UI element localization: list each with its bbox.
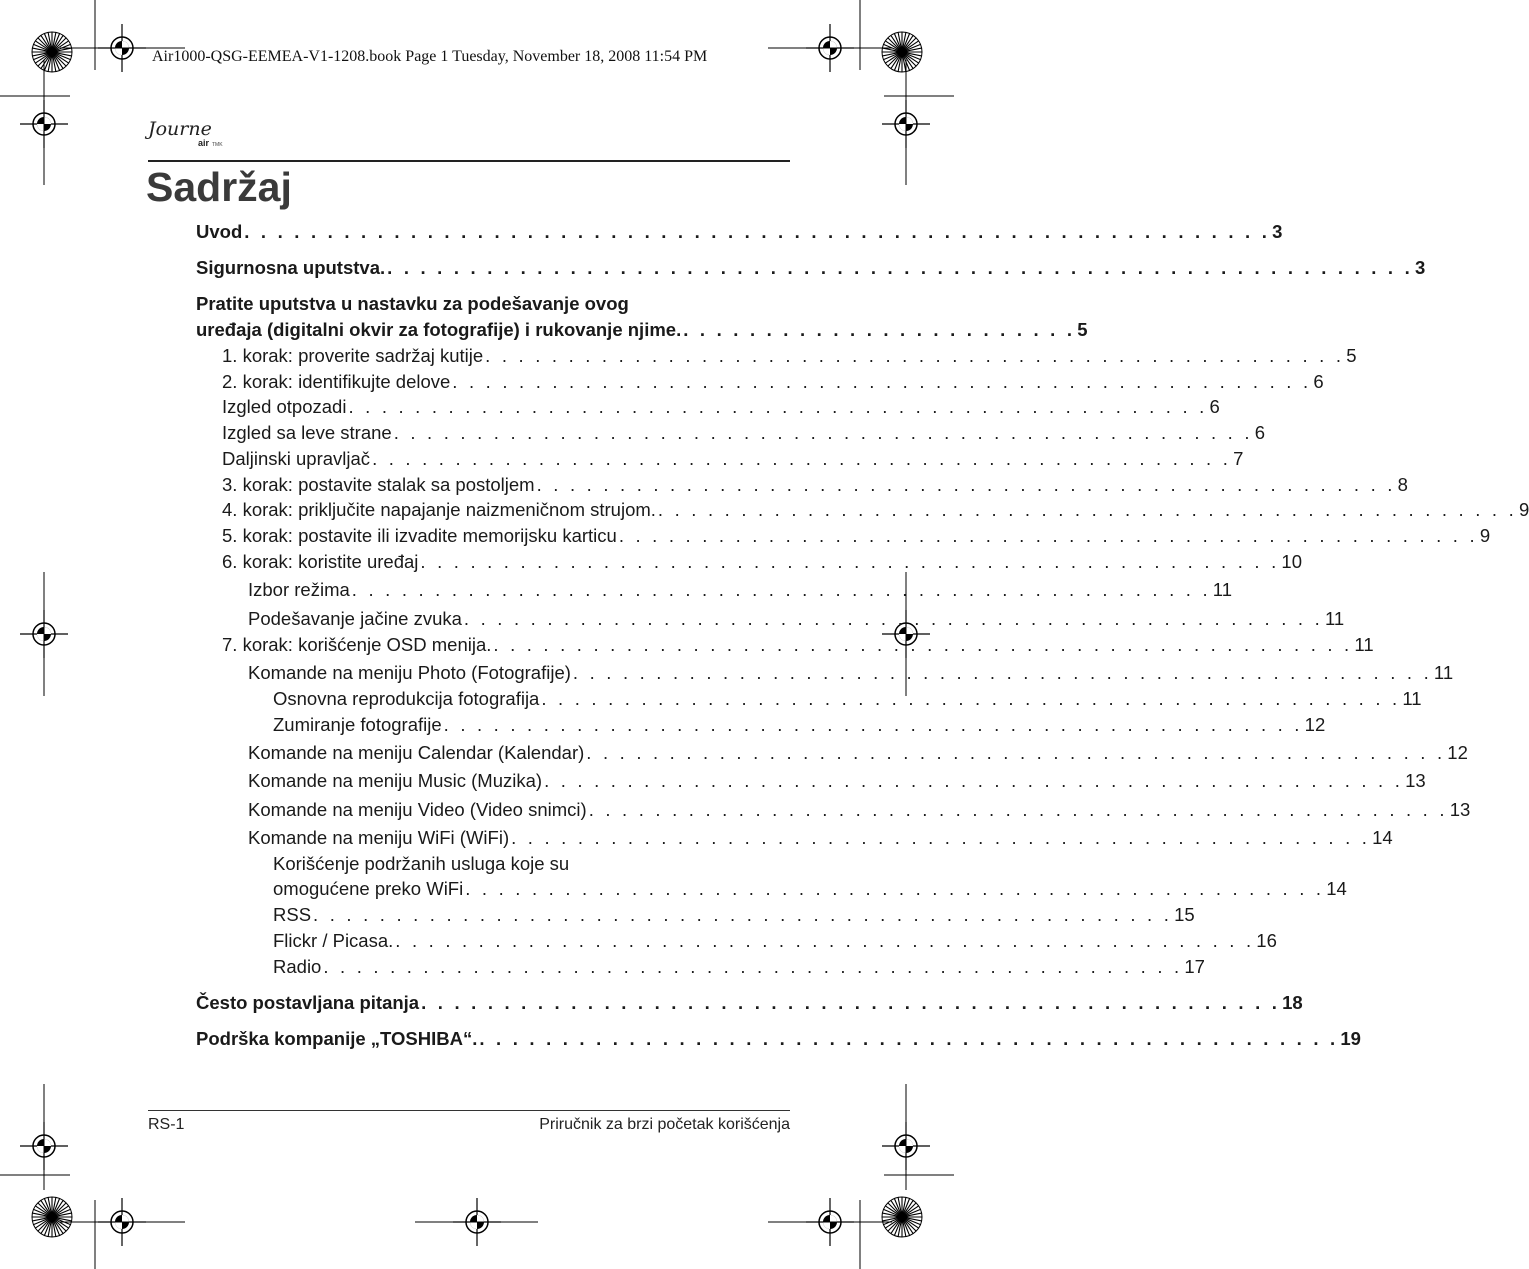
- toc-entry[interactable]: [222, 524, 1491, 548]
- logo-trademark: TMK: [212, 142, 223, 148]
- toc-entry-title: 3. korak: postavite stalak sa postoljem: [222, 474, 535, 495]
- dot-leader: . . . . . . . . . . . . . . . . . . . . . . . . . . . . . . . . . . . . . . . . . . . . . . . . . . . .: [493, 634, 1353, 655]
- header-rule: [148, 160, 790, 162]
- toc-entry-title: 6. korak: koristite uređaj: [222, 551, 419, 572]
- toc-entry[interactable]: [222, 550, 1302, 574]
- toc-entry[interactable]: [273, 687, 1422, 711]
- dot-leader: . . . . . . . . . . . . . . . . . . . . . . . . . . . . . . . . . . . . . . . . . . . . . . . . . . . .: [541, 688, 1401, 709]
- toc-page-number: 12: [1447, 742, 1468, 763]
- toc-page-number: 13: [1449, 799, 1471, 820]
- toc-entry[interactable]: [196, 318, 1088, 342]
- toc-entry-title: 5. korak: postavite ili izvadite memorijsku karticu: [222, 525, 617, 546]
- toc-entry-title: Podrška kompanije „TOSHIBA“.: [196, 1028, 478, 1049]
- toc-entry[interactable]: [248, 769, 1426, 793]
- dot-leader: . . . . . . . . . . . . . . . . . . . . . . . . . . . . . . . . . . . . . . . . . . . . . . . . . . . .: [572, 662, 1432, 683]
- toc-entry-title: 4. korak: priključite napajanje naizmeničnom strujom.: [222, 499, 656, 520]
- toc-page-number: 11: [1212, 579, 1233, 600]
- dot-leader: . . . . . . . . . . . . . . . . . . . . . . . . . . . . . . . . . . . . . . . . . . . . . . . . . . . .: [511, 827, 1371, 848]
- toc-entry-title: Komande na meniju WiFi (WiFi): [248, 827, 510, 848]
- footer-title: Priručnik za brzi početak korišćenja: [539, 1116, 790, 1133]
- toc-entry-title: omogućene preko WiFi: [273, 878, 464, 899]
- toc-entry-title: Izgled otpozadi: [222, 396, 347, 417]
- toc-page-number: 13: [1405, 770, 1426, 791]
- toc-entry-title: Osnovna reprodukcija fotografija: [273, 688, 540, 709]
- dot-leader: . . . . . . . . . . . . . . . . . . . . . . . . . . . . . . . . . . . . . . . . . . . . . . . . . . . .: [421, 992, 1281, 1013]
- toc-entry-title: Često postavljana pitanja: [196, 992, 420, 1013]
- dot-leader: . . . . . . . . . . . . . . . . . . . . . . . . . . . . . . . . . . . . . . . . . . . . . . . . . . . .: [313, 904, 1173, 925]
- toc-entry[interactable]: [273, 903, 1195, 927]
- dot-leader: . . . . . . . . . . . . . . . . . . . . . . . . . . . . . . . . . . . . . . . . . . . . . . . . . . . .: [348, 396, 1208, 417]
- dot-leader: . . . . . . . . . . . . . . . . . . . . . . . . . . . . . . . . . . . . . . . . . . . . . . . . . . . .: [588, 799, 1448, 820]
- dot-leader: . . . . . . . . . . . . . . . . . . . . . . . . . . . . . . . . . . . . . . . . . . . . . . . . . . . .: [586, 742, 1446, 763]
- dot-leader: . . . . . . . . . . . . . . . . . . . . . . . . . . . . . . . . . . . . . . . . . . . . . . . . . . . .: [479, 1028, 1339, 1049]
- toc-entry[interactable]: [196, 256, 1426, 280]
- toc-page-number: 14: [1326, 878, 1347, 899]
- journe-air-logo: [148, 118, 228, 160]
- toc-entry-title: Podešavanje jačine zvuka: [248, 608, 462, 629]
- toc-entry[interactable]: [248, 798, 1471, 822]
- dot-leader: . . . . . . . . . . . . . . . . . . . . . . . . . . . . . . . . . . . . . . . . . . . . . . . . . . . .: [452, 371, 1312, 392]
- toc-entry[interactable]: [222, 421, 1265, 445]
- dot-leader: . . . . . . . . . . . . . . . . . . . . . . . . . . . . . . . . . . . . . . . . . . . . . . . . . . . .: [485, 345, 1345, 366]
- toc-entry[interactable]: [273, 713, 1326, 737]
- toc-entry-title: Zumiranje fotografije: [273, 714, 442, 735]
- toc-entry-title: 7. korak: korišćenje OSD menija.: [222, 634, 492, 655]
- dot-leader: . . . . . . . . . . . . . . . . . . . . . . . . . . . . . . . . . . . . . . . . . . . . . . . . . . . .: [657, 499, 1517, 520]
- dot-leader: . . . . . . . . . . . . . . . . . . . . . . . . . . . . . . . . . . . . . . . . . . . . . . . . . . . . . . . . . . . . . .: [387, 257, 1413, 278]
- toc-page-number: 9: [1479, 525, 1491, 546]
- toc-entry[interactable]: [273, 877, 1347, 901]
- dot-leader: . . . . . . . . . . . . . . . . . . . . . . . . . . . . . . . . . . . . . . . . . . . . . . . . . . . .: [372, 448, 1232, 469]
- toc-page-number: 6: [1209, 396, 1220, 417]
- dot-leader: . . . . . . . . . . . . . . . . . . . . . . . . . . . . . . . . . . . . . . . . . . . . . . . . . . . . . . . . . . . . . .: [244, 221, 1271, 242]
- toc-page-number: 8: [1397, 474, 1408, 495]
- toc-entry[interactable]: [222, 395, 1220, 419]
- toc-entry[interactable]: [273, 955, 1205, 979]
- toc-entry[interactable]: [222, 447, 1244, 471]
- toc-page-number: 5: [1346, 345, 1357, 366]
- toc-entry-title: Komande na meniju Calendar (Kalendar): [248, 742, 585, 763]
- toc-entry[interactable]: [196, 991, 1303, 1015]
- toc-page-number: 11: [1402, 688, 1422, 709]
- toc-page-number: 6: [1313, 371, 1324, 392]
- toc-entry-title: Daljinski upravljač: [222, 448, 371, 469]
- logo-script: Journe: [148, 118, 212, 140]
- toc-page-number: 9: [1518, 499, 1529, 520]
- toc-page-number: 14: [1372, 827, 1393, 848]
- toc-page-number: 5: [1077, 319, 1088, 340]
- toc-entry[interactable]: [222, 473, 1408, 497]
- toc-entry[interactable]: [248, 578, 1233, 602]
- toc-entry[interactable]: [273, 929, 1277, 953]
- logo-air: air: [198, 138, 210, 148]
- toc-page-number: 7: [1233, 448, 1244, 469]
- dot-leader: . . . . . . . . . . . . . . . . . . . . . . . . . . . . . . . . . . . . . . . . . . . . . . . . . . . .: [463, 608, 1323, 629]
- toc-entry[interactable]: [248, 741, 1468, 765]
- toc-entry-title: Komande na meniju Music (Muzika): [248, 770, 543, 791]
- toc-entry-title: 1. korak: proverite sadržaj kutije: [222, 345, 484, 366]
- toc-page-number: 3: [1414, 257, 1426, 278]
- toc-page-number: 16: [1256, 930, 1277, 951]
- dot-leader: . . . . . . . . . . . . . . . . . . . . . . . . . . . . . . . . . . . . . . . . . . . . . . . . . . . .: [465, 878, 1325, 899]
- toc-page-number: 15: [1174, 904, 1195, 925]
- toc-entry[interactable]: [222, 344, 1357, 368]
- dot-leader: . . . . . . . . . . . . . . . . . . . . . . . . . . . . . . . . . . . . . . . . . . . . . . . . . . . .: [420, 551, 1280, 572]
- toc-entry-title: 2. korak: identifikujte delove: [222, 371, 451, 392]
- dot-leader: . . . . . . . . . . . . . . . . . . . . . . . . . . . . . . . . . . . . . . . . . . . . . . . . . . . .: [323, 956, 1183, 977]
- page-number: RS-1: [148, 1116, 185, 1133]
- dot-leader: . . . . . . . . . . . . . . . . . . . . . . . . . . . . . . . . . . . . . . . . . . . . . . . . . . . .: [443, 714, 1303, 735]
- dot-leader: . . . . . . . . . . . . . . . . . . . . . . . .: [683, 319, 1076, 340]
- toc-entry[interactable]: [248, 607, 1345, 631]
- toc-entry-title: Sigurnosna uputstva.: [196, 257, 386, 278]
- dot-leader: . . . . . . . . . . . . . . . . . . . . . . . . . . . . . . . . . . . . . . . . . . . . . . . . . . . .: [544, 770, 1404, 791]
- toc-entry-title: Izbor režima: [248, 579, 350, 600]
- toc-entry-title: Komande na meniju Video (Video snimci): [248, 799, 587, 820]
- footer-rule: [148, 1110, 790, 1111]
- dot-leader: . . . . . . . . . . . . . . . . . . . . . . . . . . . . . . . . . . . . . . . . . . . . . . . . . . . .: [351, 579, 1211, 600]
- toc-entry[interactable]: [196, 1027, 1361, 1051]
- dot-leader: . . . . . . . . . . . . . . . . . . . . . . . . . . . . . . . . . . . . . . . . . . . . . . . . . . . .: [618, 525, 1478, 546]
- book-slug-line: Air1000-QSG-EEMEA-V1-1208.book Page 1 Tuesday, November 18, 2008 11:54 PM: [152, 48, 708, 65]
- toc-page-number: 3: [1272, 221, 1283, 242]
- page-title: Sadržaj: [146, 164, 292, 210]
- toc-page-number: 18: [1282, 992, 1303, 1013]
- toc-entry[interactable]: [222, 633, 1374, 657]
- toc-page-number: 11: [1433, 662, 1454, 683]
- toc-entry[interactable]: [222, 498, 1529, 522]
- dot-leader: . . . . . . . . . . . . . . . . . . . . . . . . . . . . . . . . . . . . . . . . . . . . . . . . . . . .: [536, 474, 1396, 495]
- toc-entry-title: Izgled sa leve strane: [222, 422, 392, 443]
- toc-entry-title-line1: Korišćenje podržanih usluga koje su: [273, 853, 570, 874]
- toc-entry[interactable]: [196, 220, 1283, 244]
- toc-page-number: 10: [1281, 551, 1302, 572]
- dot-leader: . . . . . . . . . . . . . . . . . . . . . . . . . . . . . . . . . . . . . . . . . . . . . . . . . . . .: [393, 422, 1253, 443]
- toc-entry-title: Flickr / Picasa.: [273, 930, 394, 951]
- toc-page-number: 11: [1354, 634, 1374, 655]
- dot-leader: . . . . . . . . . . . . . . . . . . . . . . . . . . . . . . . . . . . . . . . . . . . . . . . . . . . .: [395, 930, 1255, 951]
- toc-entry[interactable]: [248, 661, 1454, 685]
- toc-page-number: 19: [1340, 1028, 1361, 1049]
- toc-entry-title: RSS: [273, 904, 312, 925]
- toc-page-number: 17: [1184, 956, 1205, 977]
- toc-entry-title: Radio: [273, 956, 322, 977]
- toc-entry[interactable]: [222, 370, 1324, 394]
- toc-entry[interactable]: [248, 826, 1393, 850]
- toc-entry-title: Uvod: [196, 221, 243, 242]
- toc-page-number: 11: [1324, 608, 1345, 629]
- toc-entry-title-line1: Pratite uputstva u nastavku za podešavanje ovog: [196, 293, 629, 314]
- toc-page-number: 6: [1254, 422, 1265, 443]
- toc-page-number: 12: [1304, 714, 1326, 735]
- toc-entry-title: Komande na meniju Photo (Fotografije): [248, 662, 571, 683]
- toc-entry-title: uređaja (digitalni okvir za fotografije) i rukovanje njime.: [196, 319, 682, 340]
